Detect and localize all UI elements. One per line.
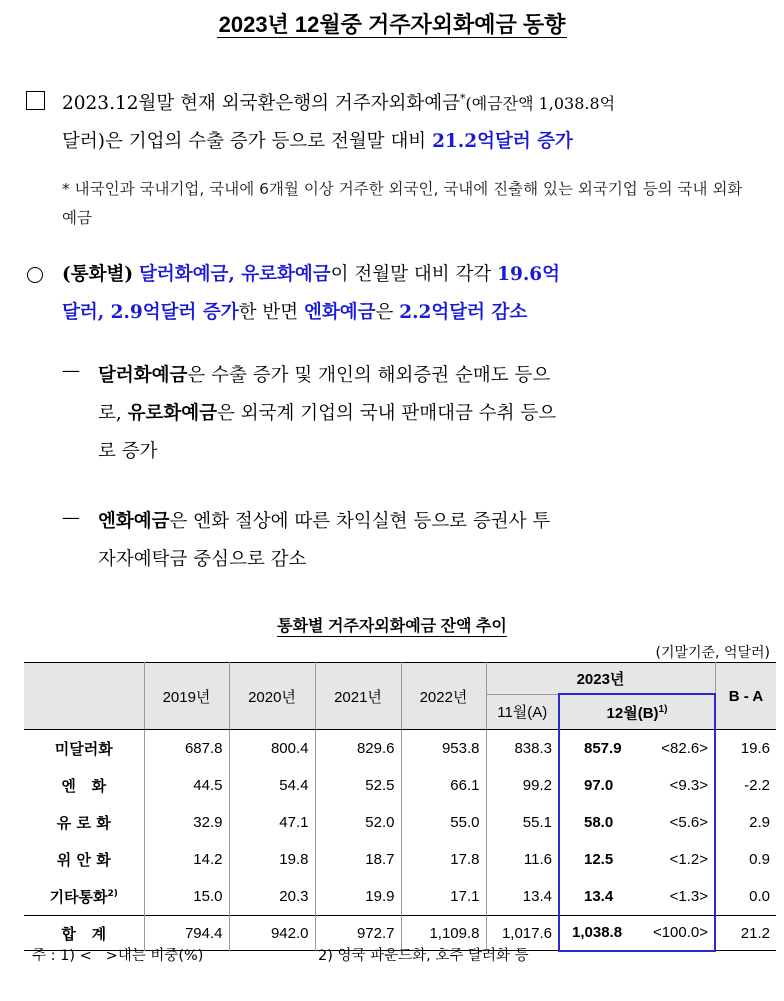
currency-label: (통화별) [62, 264, 134, 285]
currency-highlight-1: 달러화예금, 유로화예금 [139, 264, 331, 285]
cell: 99.2 [486, 767, 559, 804]
bullet1-text-3: 은 외국계 기업의 국내 판매대금 수취 등으 [217, 403, 557, 424]
diff-cell: 0.9 [749, 851, 770, 868]
share-value: <100.0> [652, 924, 708, 942]
row-label: 위 안 화 [24, 841, 144, 878]
circle-bullet-icon [27, 267, 43, 283]
row-label: 기타통화$^{2)}$ [24, 878, 144, 916]
cell: 942.0 [229, 916, 315, 951]
table-row [24, 804, 776, 841]
diff-cell: -2.2 [744, 777, 770, 794]
currency-paragraph [62, 256, 752, 332]
dec-value: 13.4 [584, 888, 614, 905]
dec-value: 857.9 [584, 740, 622, 757]
bullet1-paragraph [98, 357, 750, 471]
dec-cell [559, 916, 715, 951]
diff-cell: 0.0 [749, 888, 770, 905]
cell: 800.4 [229, 730, 315, 768]
currency-highlight-3: 달러, 2.9억달러 증가 [62, 302, 239, 323]
table-unit: (기말기준, 억달러) [655, 645, 770, 661]
header-year: 2022년 [401, 663, 486, 730]
checkbox-square-icon [26, 91, 45, 110]
diff-cell: 21.2 [740, 924, 770, 942]
cell: 32.9 [144, 804, 229, 841]
dash-bullet-1: — [62, 360, 80, 381]
table-body [24, 730, 776, 916]
cell: 14.2 [144, 841, 229, 878]
row-label: 합 계 [24, 916, 144, 951]
share-value: <9.3> [669, 777, 708, 794]
cell: 52.0 [315, 804, 401, 841]
summary-text-1: 2023.12월말 현재 외국환은행의 거주자외화예금 [62, 93, 460, 115]
table-row [24, 730, 776, 768]
cell: 55.0 [401, 804, 486, 841]
dec-cell [559, 841, 715, 878]
dec-value: 12.5 [584, 851, 614, 868]
row-label: 미달러화 [24, 730, 144, 768]
currency-highlight-5: 2.2억달러 감소 [399, 302, 528, 323]
summary-highlight: 21.2억달러 증가 [432, 131, 573, 153]
summary-text-2: (예금잔액 1,038.8억 [465, 94, 616, 114]
deposit-table [24, 662, 776, 952]
cell: 15.0 [144, 878, 229, 916]
header-blank [24, 663, 144, 730]
cell: 44.5 [144, 767, 229, 804]
dec-value: 1,038.8 [572, 924, 623, 942]
bullet1-bold-2: 유로화예금 [127, 403, 217, 424]
row-label: 엔 화 [24, 767, 144, 804]
bullet2-text-1: 은 엔화 절상에 따른 차익실현 등으로 증권사 투 [169, 511, 551, 532]
table-row [24, 767, 776, 804]
cell: 687.8 [144, 730, 229, 768]
share-value: <1.2> [669, 851, 708, 868]
table-note-2: 2) 영국 파운드화, 호주 달러화 등 [318, 948, 529, 964]
share-value: <82.6> [661, 740, 708, 757]
dec-value: 97.0 [584, 777, 614, 794]
bullet1-text-2: 로, [98, 403, 128, 424]
dec-cell [559, 878, 715, 916]
cell: 19.9 [315, 878, 401, 916]
cell: 13.4 [486, 878, 559, 916]
share-value: <1.3> [669, 888, 708, 905]
cell: 18.7 [315, 841, 401, 878]
cell: 11.6 [486, 841, 559, 878]
dec-value: 58.0 [584, 814, 614, 831]
bullet1-text-1: 은 수출 증가 및 개인의 해외증권 순매도 등으 [187, 365, 551, 386]
currency-text-3: 은 [375, 302, 400, 323]
currency-text-2: 한 반면 [238, 302, 304, 323]
cell: 66.1 [401, 767, 486, 804]
cell: 1,017.6 [486, 916, 559, 951]
summary-text-3: 달러)은 기업의 수출 증가 등으로 전월말 대비 [62, 131, 433, 153]
cell: 829.6 [315, 730, 401, 768]
cell: 52.5 [315, 767, 401, 804]
share-value: <5.6> [669, 814, 708, 831]
cell: 953.8 [401, 730, 486, 768]
cell: 794.4 [144, 916, 229, 951]
cell: 19.8 [229, 841, 315, 878]
table-note-1: 주 : 1) < >내는 비중(%) [32, 948, 204, 964]
summary-star: * [459, 92, 466, 105]
cell: 838.3 [486, 730, 559, 768]
header-year: 2021년 [315, 663, 401, 730]
header-diff: B - A [715, 663, 776, 730]
cell: 55.1 [486, 804, 559, 841]
footnote-star: * 내국인과 국내기업, 국내에 6개월 이상 거주한 외국인, 국내에 진출해 있는 외국기업 등의 국내 외화예금 [62, 180, 743, 227]
dash-bullet-2: — [62, 507, 80, 528]
cell: 17.1 [401, 878, 486, 916]
cell: 1,109.8 [401, 916, 486, 951]
table-row [24, 878, 776, 916]
bullet1-bold-1: 달러화예금 [98, 365, 188, 386]
summary-paragraph [62, 80, 752, 161]
bullet2-paragraph [98, 503, 750, 579]
header-year: 2020년 [229, 663, 315, 730]
currency-text-1: 이 전월말 대비 각각 [330, 264, 498, 285]
bullet1-text-4: 로 증가 [98, 441, 158, 462]
currency-highlight-2: 19.6억 [497, 264, 561, 285]
dec-cell [559, 804, 715, 841]
bullet2-bold-1: 엔화예금 [98, 511, 170, 532]
dec-cell [559, 730, 715, 768]
cell: 20.3 [229, 878, 315, 916]
header-nov: 11월(A) [486, 694, 559, 730]
dec-cell [559, 767, 715, 804]
diff-cell: 19.6 [740, 740, 770, 757]
row-label: 유 로 화 [24, 804, 144, 841]
table-caption: 통화별 거주자외화예금 잔액 추이 [277, 618, 507, 635]
cell: 972.7 [315, 916, 401, 951]
header-year: 2019년 [144, 663, 229, 730]
cell: 47.1 [229, 804, 315, 841]
page-title: 2023년 12월중 거주자외화예금 동향 [218, 12, 566, 37]
bullet2-text-2: 자자예탁금 중심으로 감소 [98, 549, 307, 570]
header-dec: 12월$(B)^{1)}$ [559, 694, 715, 730]
header-2023: 2023년 [486, 663, 715, 695]
table-row [24, 841, 776, 878]
cell: 54.4 [229, 767, 315, 804]
diff-cell: 2.9 [749, 814, 770, 831]
cell: 17.8 [401, 841, 486, 878]
currency-highlight-4: 엔화예금 [303, 302, 376, 323]
